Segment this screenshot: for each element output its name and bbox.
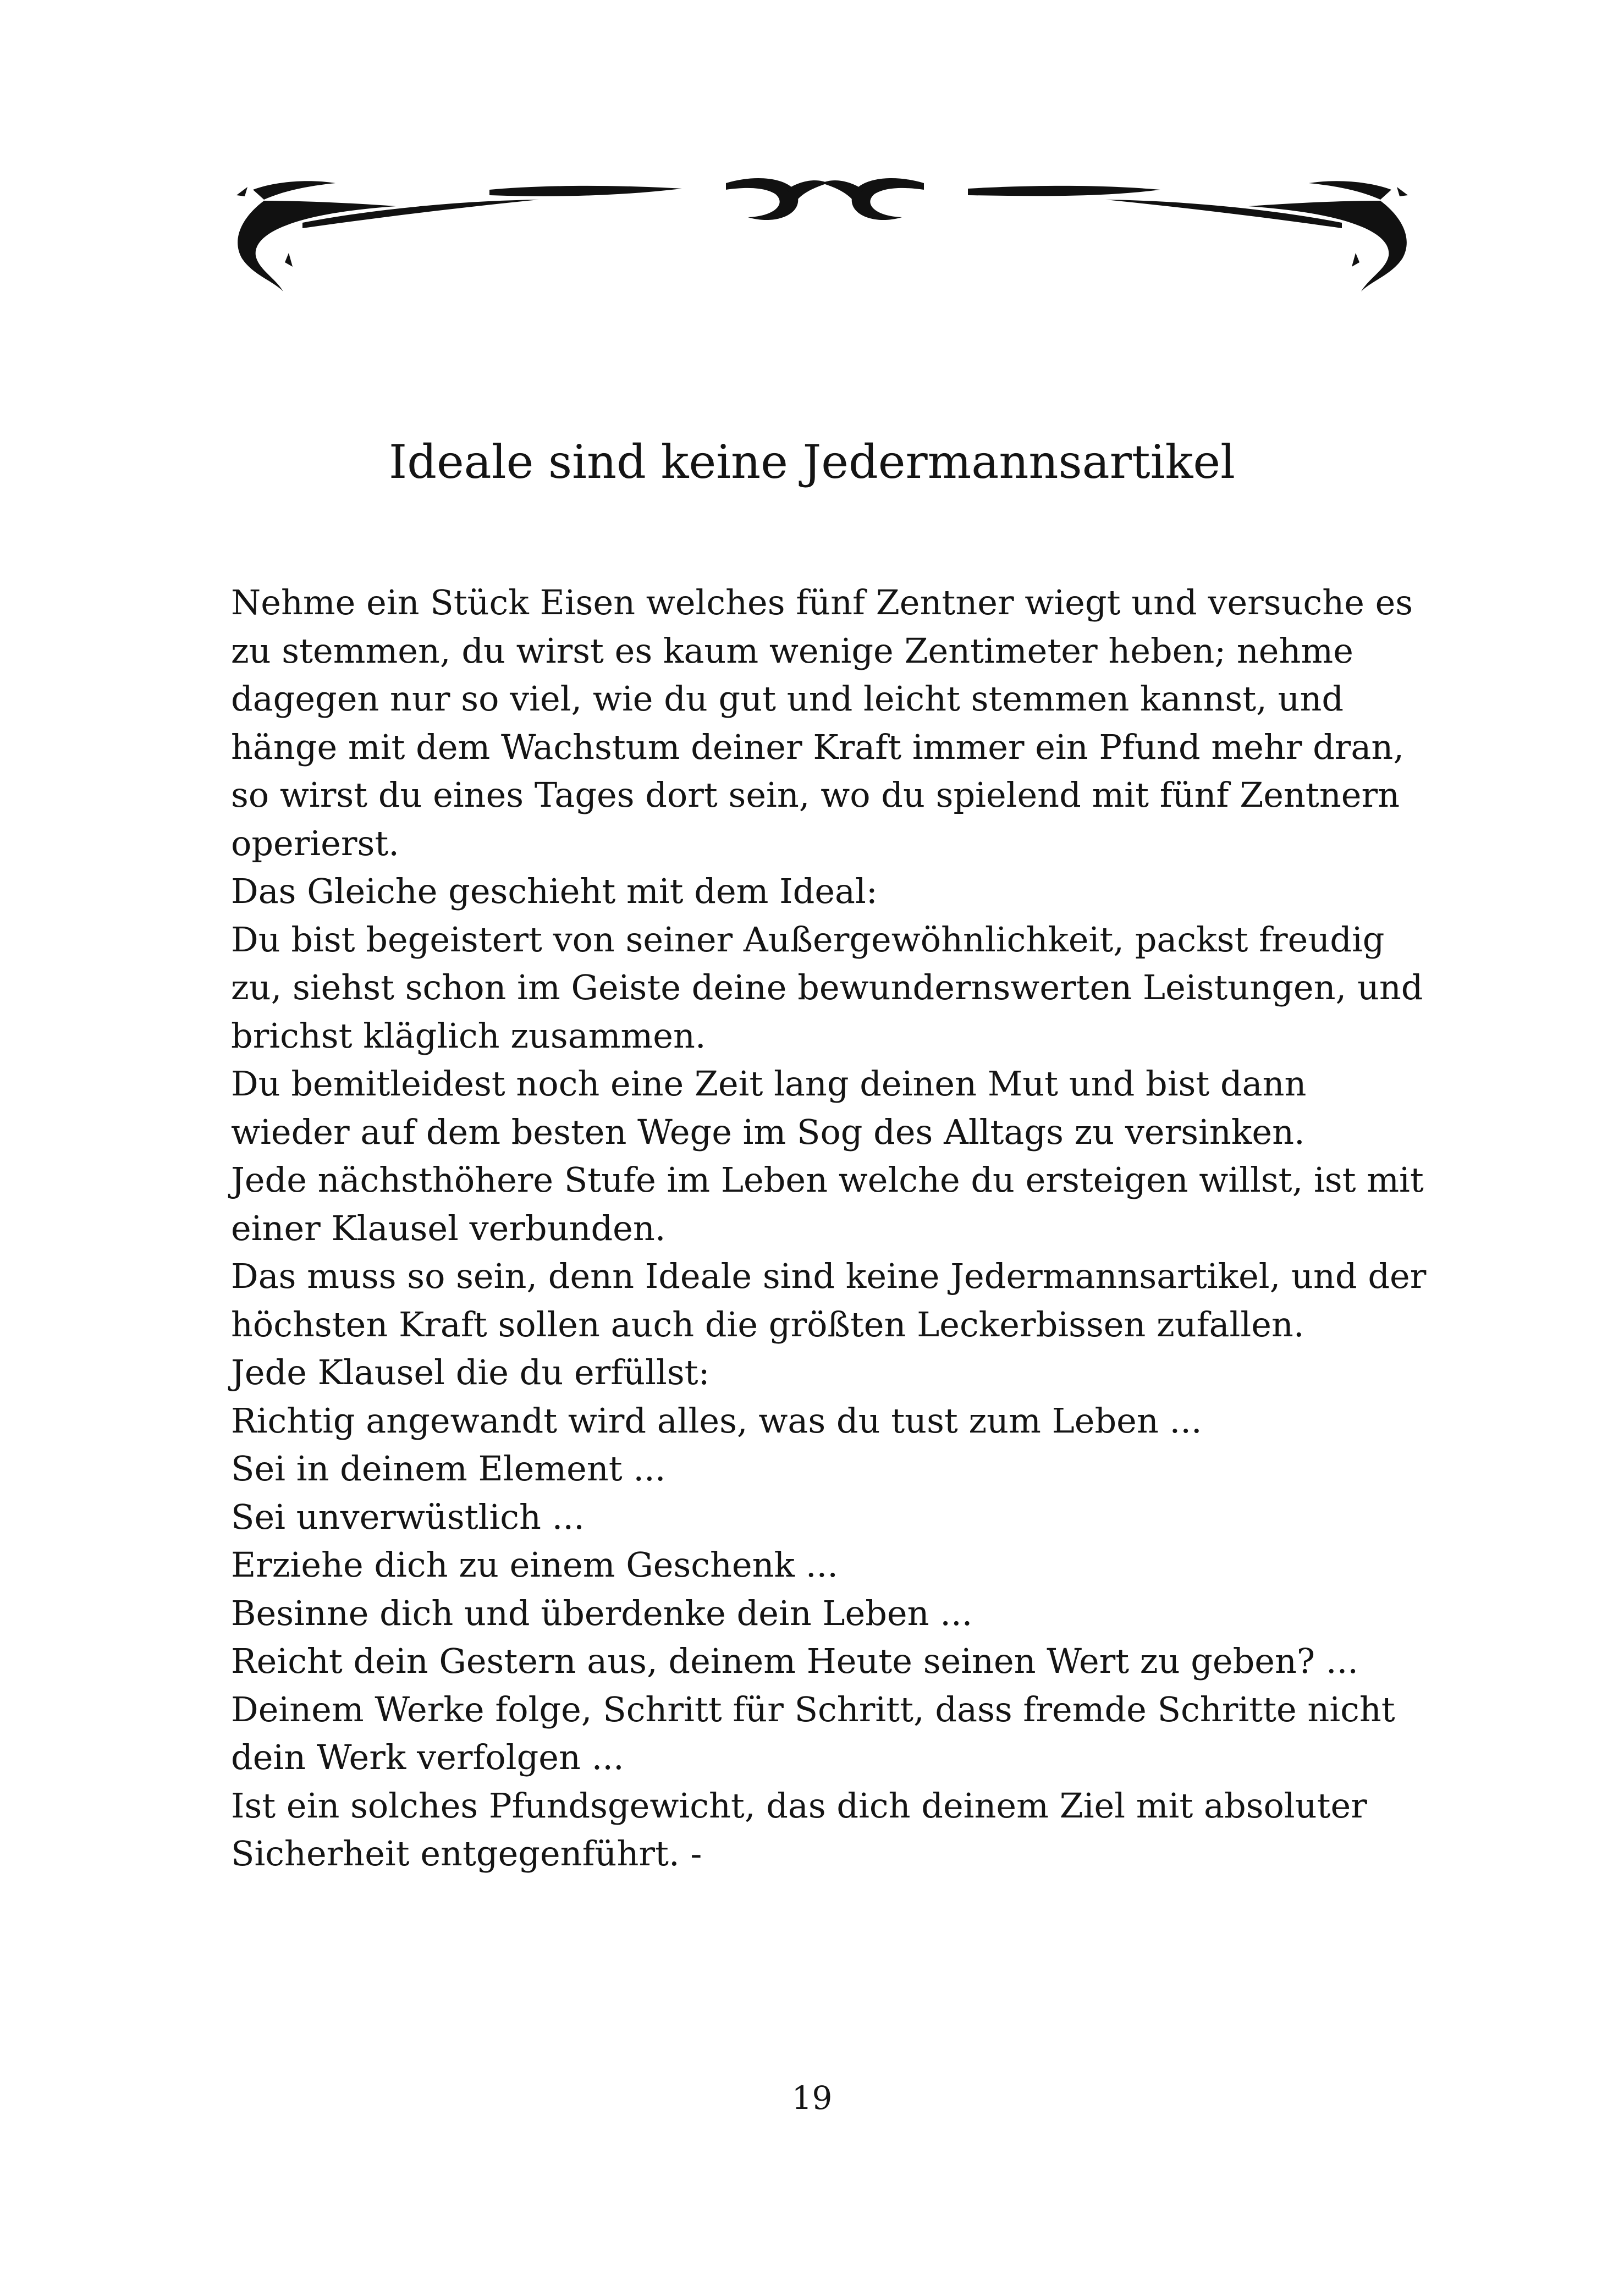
text-line: hänge mit dem Wachstum deiner Kraft immer ein Pfund mehr dran, (231, 726, 1405, 767)
text-line: dagegen nur so viel, wie du gut und leicht stemmen kannst, und (231, 679, 1344, 719)
text-line: dein Werk verfolgen ... (231, 1737, 624, 1777)
text-line: höchsten Kraft sollen auch die größten Leckerbissen zufallen. (231, 1304, 1304, 1345)
text-line: Du bemitleidest noch eine Zeit lang deinen Mut und bist dann (231, 1064, 1307, 1104)
text-line: zu, siehst schon im Geiste deine bewundernswerten Leistungen, und (231, 967, 1423, 1007)
text-line: Das Gleiche geschieht mit dem Ideal: (231, 871, 878, 911)
text-line: wieder auf dem besten Wege im Sog des Alltags zu versinken. (231, 1111, 1305, 1152)
text-line: brichst kläglich zusammen. (231, 1015, 706, 1056)
text-line: operierst. (231, 823, 399, 863)
text-line: Sei in deinem Element ... (231, 1448, 666, 1489)
text-line: Sei unverwüstlich ... (231, 1496, 585, 1537)
text-line: einer Klausel verbunden. (231, 1208, 666, 1248)
text-line: zu stemmen, du wirst es kaum wenige Zentimeter heben; nehme (231, 630, 1353, 671)
art-nouveau-flourish-divider-icon (231, 157, 1413, 294)
text-line: Sicherheit entgegenführt. - (231, 1833, 702, 1874)
body-text (231, 579, 1441, 1878)
text-line: Du bist begeistert von seiner Außergewöhnlichkeit, packst freudig (231, 919, 1385, 960)
text-line: Besinne dich und überdenke dein Leben ... (231, 1593, 973, 1633)
text-line: Richtig angewandt wird alles, was du tust zum Leben ... (231, 1400, 1202, 1441)
text-line: Reicht dein Gestern aus, deinem Heute seinen Wert zu geben? ... (231, 1641, 1358, 1681)
text-line: Jede nächsthöhere Stufe im Leben welche du ersteigen willst, ist mit (231, 1160, 1424, 1200)
text-line: Nehme ein Stück Eisen welches fünf Zentner wiegt und versuche es (231, 582, 1413, 623)
text-line: Das muss so sein, denn Ideale sind keine Jedermannsartikel, und der (231, 1256, 1427, 1296)
text-line: Jede Klausel die du erfüllst: (231, 1352, 710, 1392)
text-line: Ist ein solches Pfundsgewicht, das dich deinem Ziel mit absoluter (231, 1785, 1367, 1826)
text-line: so wirst du eines Tages dort sein, wo du spielend mit fünf Zentnern (231, 775, 1400, 815)
text-line: Deinem Werke folge, Schritt für Schritt, dass fremde Schritte nicht (231, 1689, 1395, 1729)
page-title: Ideale sind keine Jedermannsartikel (389, 435, 1235, 489)
text-line: Erziehe dich zu einem Geschenk ... (231, 1545, 838, 1585)
page-number: 19 (791, 2079, 833, 2117)
